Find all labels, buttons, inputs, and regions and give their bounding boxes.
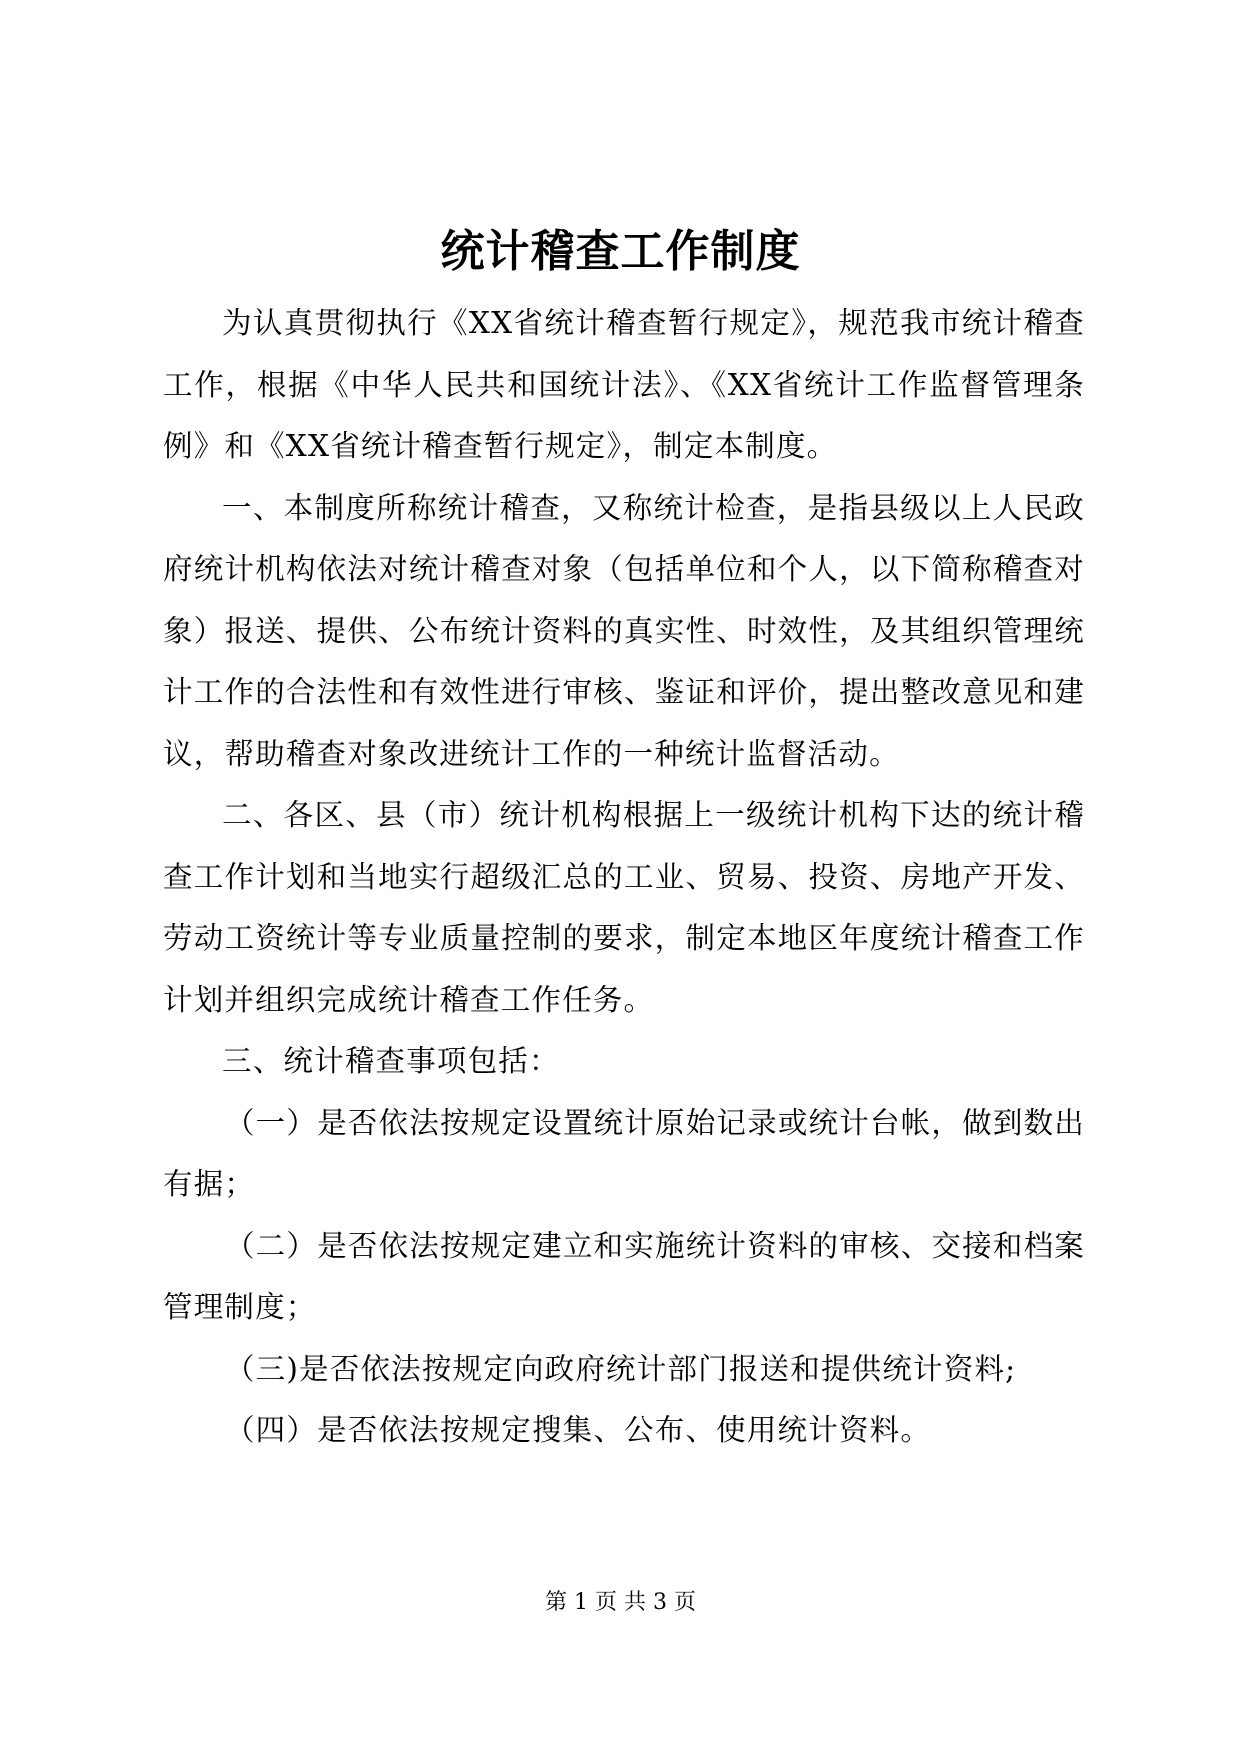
- section-1-paragraph: 一、本制度所称统计稽查，又称统计检查，是指县级以上人民政府统计机构依法对统计稽查对象（包括单位和个人，以下简称稽查对象）报送、提供、公布统计资料的真实性、时效性，及其组织管理统计工作的合法性和有效性进行审核、鉴证和评价，提出整改意见和建议，帮助稽查对象改进统计工作的一种统计监督活动。: [163, 490, 1085, 771]
- page-number-footer: 第 1 页 共 3 页: [545, 1590, 696, 1615]
- item-2-paragraph: （二）是否依法按规定建立和实施统计资料的审核、交接和档案管理制度；: [163, 1228, 1085, 1324]
- section-2-paragraph: 二、各区、县（市）统计机构根据上一级统计机构下达的统计稽查工作计划和当地实行超级汇总的工业、贸易、投资、房地产开发、劳动工资统计等专业质量控制的要求，制定本地区年度统计稽查工作计划并组织完成统计稽查工作任务。: [163, 798, 1085, 1017]
- document-title: 统计稽查工作制度: [440, 226, 801, 277]
- intro-paragraph: 为认真贯彻执行《XX省统计稽查暂行规定》，规范我市统计稽查工作，根据《中华人民共和国统计法》、《XX省统计工作监督管理条例》和《XX省统计稽查暂行规定》，制定本制度。: [163, 306, 1085, 463]
- document-body: [163, 293, 1085, 1462]
- item-1-paragraph: （一）是否依法按规定设置统计原始记录或统计台帐，做到数出有据；: [163, 1105, 1085, 1201]
- section-3-heading: 三、统计稽查事项包括：: [222, 1044, 560, 1078]
- item-3-paragraph: （三)是否依法按规定向政府统计部门报送和提供统计资料;: [224, 1351, 1017, 1386]
- item-4-paragraph: （四）是否依法按规定搜集、公布、使用统计资料。: [224, 1413, 932, 1447]
